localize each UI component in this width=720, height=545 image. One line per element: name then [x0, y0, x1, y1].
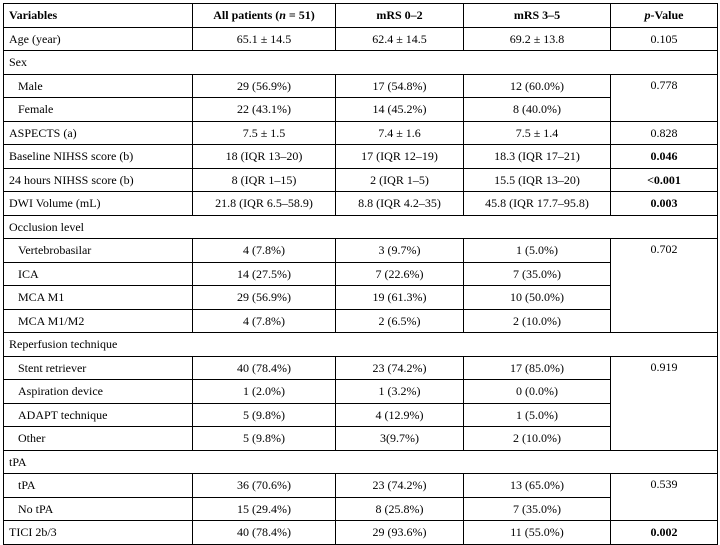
- cell-mrs-0-2: 2 (IQR 1–5): [336, 168, 464, 192]
- cell-mrs-0-2: 1 (3.2%): [336, 380, 464, 404]
- cell-all: 8 (IQR 1–15): [193, 168, 336, 192]
- cell-p-value: 0.919: [611, 356, 718, 450]
- table-row: [4, 474, 718, 498]
- cell-all: 4 (7.8%): [193, 239, 336, 263]
- row-label: Other: [4, 427, 193, 451]
- row-label: Baseline NIHSS score (b): [4, 145, 193, 169]
- cell-p-value: 0.002: [611, 521, 718, 545]
- header-mrs-3-5: mRS 3–5: [464, 4, 611, 28]
- cell-all: 21.8 (IQR 6.5–58.9): [193, 192, 336, 216]
- cell-mrs-3-5: 2 (10.0%): [464, 427, 611, 451]
- header-p-value: p-Value: [611, 4, 718, 28]
- cell-all: 18 (IQR 13–20): [193, 145, 336, 169]
- cell-mrs-3-5: 7 (35.0%): [464, 497, 611, 521]
- row-label: ASPECTS (a): [4, 121, 193, 145]
- cell-p-value: <0.001: [611, 168, 718, 192]
- cell-all: 29 (56.9%): [193, 286, 336, 310]
- table-row: [4, 98, 718, 122]
- results-table-container: [3, 3, 717, 545]
- row-label: Age (year): [4, 27, 193, 51]
- table-row: [4, 145, 718, 169]
- cell-p-value: 0.105: [611, 27, 718, 51]
- cell-mrs-0-2: 19 (61.3%): [336, 286, 464, 310]
- cell-mrs-3-5: 15.5 (IQR 13–20): [464, 168, 611, 192]
- cell-all: 29 (56.9%): [193, 74, 336, 98]
- cell-all: 7.5 ± 1.5: [193, 121, 336, 145]
- section-label: Reperfusion technique: [4, 333, 718, 357]
- header-row: [4, 4, 718, 28]
- header-all-patients: All patients (n = 51): [193, 4, 336, 28]
- row-label: TICI 2b/3: [4, 521, 193, 545]
- cell-mrs-0-2: 14 (45.2%): [336, 98, 464, 122]
- cell-p-value: 0.828: [611, 121, 718, 145]
- table-row: [4, 497, 718, 521]
- row-label: Aspiration device: [4, 380, 193, 404]
- cell-mrs-0-2: 8 (25.8%): [336, 497, 464, 521]
- table-row: [4, 262, 718, 286]
- cell-mrs-0-2: 4 (12.9%): [336, 403, 464, 427]
- row-label: Stent retriever: [4, 356, 193, 380]
- cell-all: 1 (2.0%): [193, 380, 336, 404]
- cell-mrs-0-2: 3(9.7%): [336, 427, 464, 451]
- row-label: tPA: [4, 474, 193, 498]
- section-row: [4, 450, 718, 474]
- table-row: [4, 403, 718, 427]
- cell-mrs-3-5: 17 (85.0%): [464, 356, 611, 380]
- cell-all: 65.1 ± 14.5: [193, 27, 336, 51]
- row-label: ADAPT technique: [4, 403, 193, 427]
- cell-all: 40 (78.4%): [193, 521, 336, 545]
- table-row: [4, 427, 718, 451]
- section-row: [4, 333, 718, 357]
- cell-mrs-0-2: 2 (6.5%): [336, 309, 464, 333]
- cell-mrs-0-2: 17 (54.8%): [336, 74, 464, 98]
- cell-mrs-0-2: 7.4 ± 1.6: [336, 121, 464, 145]
- cell-all: 40 (78.4%): [193, 356, 336, 380]
- table-row: [4, 192, 718, 216]
- cell-mrs-3-5: 7.5 ± 1.4: [464, 121, 611, 145]
- row-label: DWI Volume (mL): [4, 192, 193, 216]
- cell-mrs-0-2: 17 (IQR 12–19): [336, 145, 464, 169]
- cell-all: 5 (9.8%): [193, 403, 336, 427]
- table-row: [4, 121, 718, 145]
- cell-mrs-3-5: 0 (0.0%): [464, 380, 611, 404]
- section-label: Sex: [4, 51, 718, 75]
- row-label: Female: [4, 98, 193, 122]
- cell-mrs-3-5: 1 (5.0%): [464, 403, 611, 427]
- cell-mrs-3-5: 1 (5.0%): [464, 239, 611, 263]
- table-row: [4, 74, 718, 98]
- cell-all: 14 (27.5%): [193, 262, 336, 286]
- cell-p-value: 0.702: [611, 239, 718, 333]
- cell-all: 36 (70.6%): [193, 474, 336, 498]
- header-variables: Variables: [4, 4, 193, 28]
- cell-all: 15 (29.4%): [193, 497, 336, 521]
- row-label: No tPA: [4, 497, 193, 521]
- row-label: Vertebrobasilar: [4, 239, 193, 263]
- table-row: [4, 521, 718, 545]
- cell-mrs-0-2: 8.8 (IQR 4.2–35): [336, 192, 464, 216]
- section-label: Occlusion level: [4, 215, 718, 239]
- cell-mrs-3-5: 45.8 (IQR 17.7–95.8): [464, 192, 611, 216]
- cell-all: 22 (43.1%): [193, 98, 336, 122]
- table-row: [4, 286, 718, 310]
- row-label: ICA: [4, 262, 193, 286]
- cell-mrs-0-2: 23 (74.2%): [336, 474, 464, 498]
- row-label: MCA M1: [4, 286, 193, 310]
- header-mrs-0-2: mRS 0–2: [336, 4, 464, 28]
- section-label: tPA: [4, 450, 718, 474]
- cell-mrs-3-5: 8 (40.0%): [464, 98, 611, 122]
- table-row: [4, 239, 718, 263]
- cell-mrs-3-5: 7 (35.0%): [464, 262, 611, 286]
- cell-mrs-0-2: 7 (22.6%): [336, 262, 464, 286]
- cell-p-value: 0.778: [611, 74, 718, 121]
- cell-mrs-0-2: 29 (93.6%): [336, 521, 464, 545]
- cell-mrs-0-2: 3 (9.7%): [336, 239, 464, 263]
- cell-all: 4 (7.8%): [193, 309, 336, 333]
- cell-p-value: 0.003: [611, 192, 718, 216]
- table-row: [4, 27, 718, 51]
- cell-mrs-3-5: 13 (65.0%): [464, 474, 611, 498]
- table-row: [4, 168, 718, 192]
- cell-mrs-3-5: 12 (60.0%): [464, 74, 611, 98]
- table-row: [4, 380, 718, 404]
- cell-all: 5 (9.8%): [193, 427, 336, 451]
- row-label: Male: [4, 74, 193, 98]
- cell-mrs-0-2: 62.4 ± 14.5: [336, 27, 464, 51]
- table-row: [4, 356, 718, 380]
- row-label: MCA M1/M2: [4, 309, 193, 333]
- cell-mrs-3-5: 10 (50.0%): [464, 286, 611, 310]
- row-label: 24 hours NIHSS score (b): [4, 168, 193, 192]
- cell-mrs-3-5: 2 (10.0%): [464, 309, 611, 333]
- section-row: [4, 51, 718, 75]
- cell-p-value: 0.539: [611, 474, 718, 521]
- cell-p-value: 0.046: [611, 145, 718, 169]
- section-row: [4, 215, 718, 239]
- cell-mrs-3-5: 18.3 (IQR 17–21): [464, 145, 611, 169]
- cell-mrs-0-2: 23 (74.2%): [336, 356, 464, 380]
- patient-characteristics-table: [3, 3, 718, 545]
- cell-mrs-3-5: 69.2 ± 13.8: [464, 27, 611, 51]
- cell-mrs-3-5: 11 (55.0%): [464, 521, 611, 545]
- table-row: [4, 309, 718, 333]
